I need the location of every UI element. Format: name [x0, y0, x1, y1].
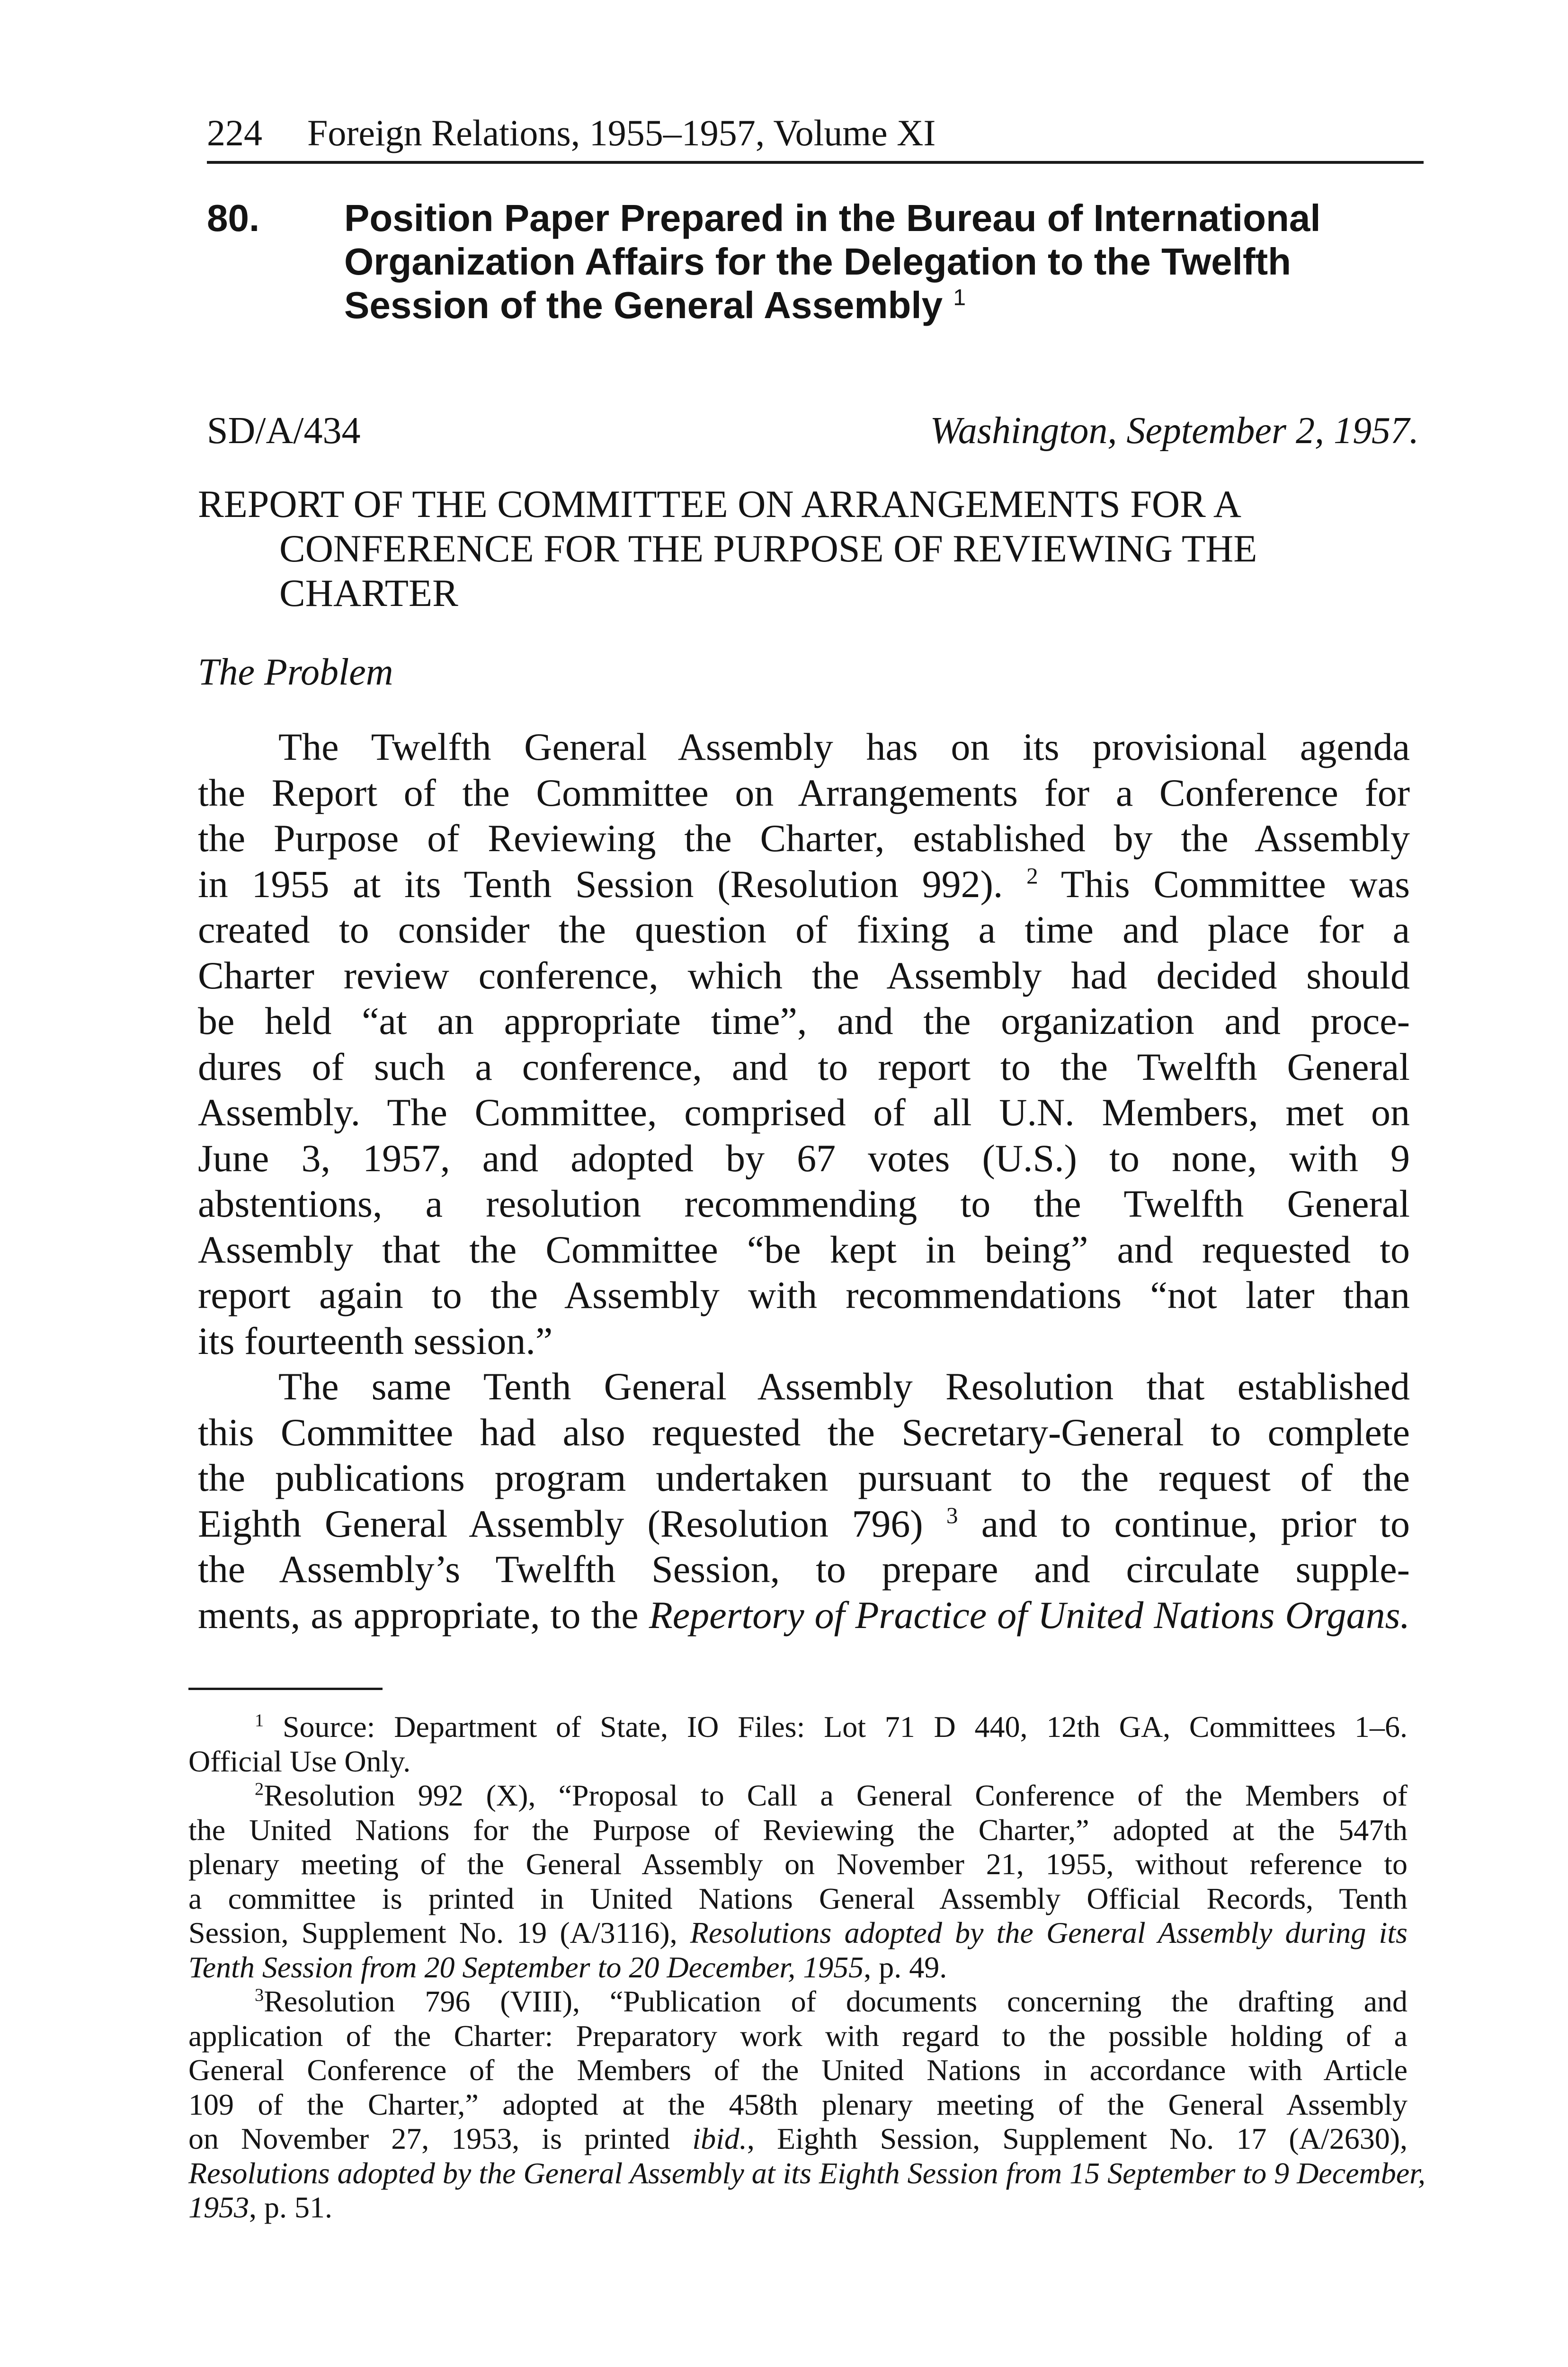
footnote-ref: 2	[1026, 863, 1038, 889]
footnote-line: $^3$Resolution 796 (VIII), “Publication of documents concerning the drafting and	[255, 1984, 1408, 2018]
report-title-line: CONFERENCE FOR THE PURPOSE OF REVIEWING THE	[279, 527, 1257, 570]
body-line: Assembly that the Committee “be kept in being” and requested to	[198, 1228, 1410, 1271]
body-line: Assembly. The Committee, comprised of all U.N. Members, met on	[198, 1091, 1410, 1134]
footnote-line: 1953, p. 51.	[188, 2190, 332, 2224]
report-title-line: REPORT OF THE COMMITTEE ON ARRANGEMENTS FOR A	[198, 482, 1241, 525]
footnotes	[188, 1710, 1425, 2225]
dateline: Washington, September 2, 1957.	[930, 410, 1419, 452]
document-title-line: Position Paper Prepared in the Bureau of International	[344, 197, 1321, 239]
body-line: created to consider the question of fixing a time and place for a	[198, 908, 1410, 951]
document-title-line: Session of the General Assembly $^1$	[344, 284, 966, 326]
body-line: the Assembly’s Twelfth Session, to prepare and circulate supple-	[198, 1548, 1410, 1591]
footnote-line: 109 of the Charter,” adopted at the 458th plenary meeting of the General Assembly	[188, 2087, 1408, 2121]
body-line: its fourteenth session.”	[198, 1319, 553, 1362]
section-heading: The Problem	[198, 651, 393, 693]
body-line: report again to the Assembly with recommendations “not later than	[198, 1273, 1410, 1317]
footnote-line: plenary meeting of the General Assembly on November 21, 1955, without reference to	[188, 1847, 1408, 1881]
running-header	[207, 105, 1424, 164]
page-number: 224	[207, 112, 262, 153]
footnote-ref: 1	[953, 285, 966, 311]
footnote-line: a committee is printed in United Nations General Assembly Official Records, Tenth	[188, 1881, 1408, 1915]
report-title-line: CHARTER	[279, 571, 458, 614]
italic-title: Repertory of Practice of United Nations Organs.	[649, 1593, 1410, 1637]
footnote-line: General Conference of the Members of the United Nations in accordance with Article	[188, 2053, 1408, 2087]
body-line: June 3, 1957, and adopted by 67 votes (U.S.) to none, with 9	[198, 1136, 1410, 1180]
volume-title: Foreign Relations, 1955–1957, Volume XI	[307, 112, 936, 153]
footnote-line: application of the Charter: Preparatory work with regard to the possible holding of a	[188, 2019, 1408, 2053]
body-line: Eighth General Assembly (Resolution 796) $^3$ and to continue, prior to	[198, 1502, 1410, 1545]
footnote-line: Tenth Session from 20 September to 20 December, 1955, p. 49.	[188, 1950, 947, 1984]
footnote-line: $^2$Resolution 992 (X), “Proposal to Call a General Conference of the Members of	[255, 1779, 1408, 1812]
body-line: be held “at an appropriate time”, and the organization and proce-	[198, 999, 1410, 1042]
footnote-line: the United Nations for the Purpose of Reviewing the Charter,” adopted at the 547th	[188, 1813, 1408, 1847]
body-line: The same Tenth General Assembly Resolution that established	[278, 1365, 1410, 1408]
body-line: The Twelfth General Assembly has on its provisional agenda	[278, 725, 1410, 768]
footnote-line: on November 27, 1953, is printed ibid., Eighth Session, Supplement No. 17 (A/2630),	[188, 2122, 1408, 2155]
footnote-line: $^1$ Source: Department of State, IO Files: Lot 71 D 440, 12th GA, Committees 1–6.	[255, 1710, 1408, 1744]
body-line: the Purpose of Reviewing the Charter, established by the Assembly	[198, 817, 1410, 860]
document-id: SD/A/434	[207, 410, 361, 452]
document-number: 80.	[207, 197, 260, 239]
footnote-ref: 3	[946, 1502, 958, 1529]
body-line: abstentions, a resolution recommending to the Twelfth General	[198, 1182, 1410, 1225]
footnote-line: Session, Supplement No. 19 (A/3116), Resolutions adopted by the General Assembly during its	[188, 1916, 1408, 1949]
footnote-line: Resolutions adopted by the General Assembly at its Eighth Session from 15 September to 9 December,	[188, 2156, 1425, 2190]
document-title	[344, 196, 1419, 327]
body-line: Charter review conference, which the Assembly had decided should	[198, 953, 1410, 997]
body-line: the Report of the Committee on Arrangements for a Conference for	[198, 771, 1410, 814]
body-line: dures of such a conference, and to report to the Twelfth General	[198, 1045, 1410, 1088]
footnote-divider	[188, 1688, 383, 1690]
body-line: this Committee had also requested the Secretary-General to complete	[198, 1410, 1410, 1454]
body-text	[198, 724, 1410, 1638]
body-line: the publications program undertaken pursuant to the request of the	[198, 1456, 1410, 1499]
report-title	[198, 482, 1429, 615]
body-line: ments, as appropriate, to the Repertory of Practice of United Nations Organs.	[198, 1593, 1410, 1637]
document-title-line: Organization Affairs for the Delegation to the Twelfth	[344, 240, 1292, 283]
footnote-line: Official Use Only.	[188, 1744, 411, 1778]
body-line: in 1955 at its Tenth Session (Resolution 992). $^2$ This Committee was	[198, 862, 1410, 906]
